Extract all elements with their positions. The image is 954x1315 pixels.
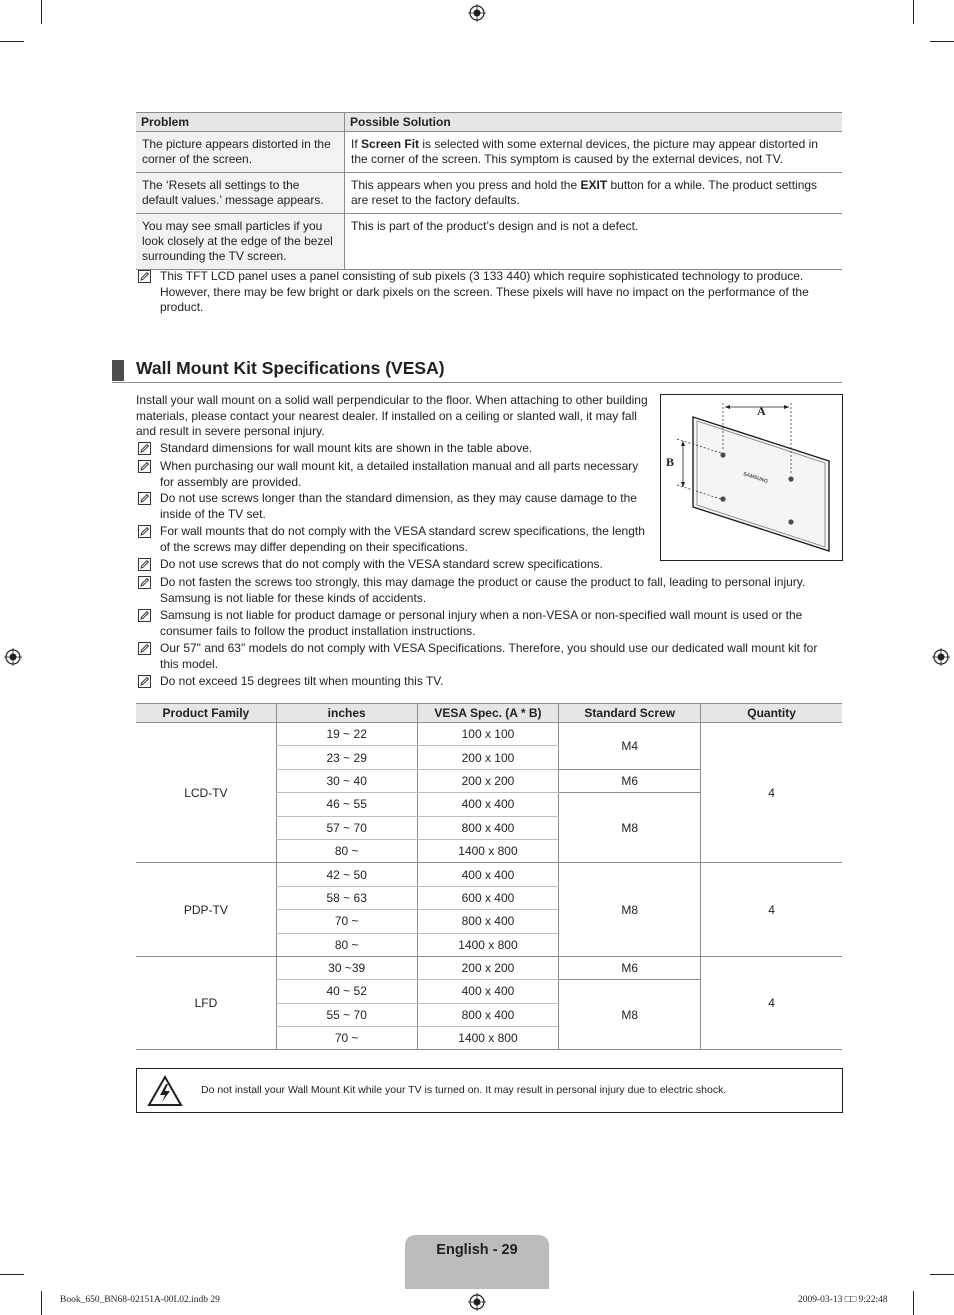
table-row xyxy=(136,723,842,746)
note-item xyxy=(138,674,828,690)
note-text: Samsung is not liable for product damage or personal injury when a non-VESA or non-specified wall mount is used or the consumer fails to follow the product installation instructions. xyxy=(160,608,803,638)
vesa-spec-cell: 200 x 200 xyxy=(417,769,559,792)
vesa-spec-cell: 800 x 400 xyxy=(417,816,559,839)
solution-header: Possible Solution xyxy=(345,113,843,132)
electric-shock-warning-icon xyxy=(147,1075,183,1107)
quantity-cell: 4 xyxy=(701,956,842,1050)
vesa-spec-table xyxy=(136,703,842,1050)
solution-text: This is part of the product’s design and is not a defect. xyxy=(351,219,639,233)
inches-cell: 23 ~ 29 xyxy=(276,746,417,769)
crop-mark xyxy=(0,41,24,42)
note-pencil-icon xyxy=(138,492,151,505)
note-pencil-icon xyxy=(138,576,151,589)
registration-mark-icon xyxy=(468,4,486,22)
header-product-family: Product Family xyxy=(136,704,276,723)
vesa-spec-cell: 600 x 400 xyxy=(417,886,559,909)
crop-mark xyxy=(930,1274,954,1275)
vesa-spec-cell: 800 x 400 xyxy=(417,1003,559,1026)
solution-bold-term: EXIT xyxy=(580,178,608,192)
wall-mount-diagram xyxy=(660,394,843,561)
vesa-spec-cell: 400 x 400 xyxy=(417,793,559,816)
note-pencil-icon xyxy=(138,460,151,473)
inches-cell: 55 ~ 70 xyxy=(276,1003,417,1026)
solution-bold-term: Screen Fit xyxy=(361,137,420,151)
solution-text: button for a while. The product settings are reset to the factory defaults. xyxy=(351,178,818,207)
solution-cell xyxy=(345,132,843,173)
note-pencil-icon xyxy=(138,642,151,655)
solution-text: If xyxy=(351,137,362,151)
inches-cell: 19 ~ 22 xyxy=(276,723,417,746)
inches-cell: 42 ~ 50 xyxy=(276,863,417,886)
inches-cell: 80 ~ xyxy=(276,933,417,956)
note-pencil-icon xyxy=(138,609,151,622)
note-item xyxy=(138,608,828,639)
solution-text: is selected with some external devices, the picture may appear distorted in the corner of the screen. This symptom is caused by the external devices, not TV. xyxy=(351,137,818,166)
diagram-label-a: A xyxy=(757,404,766,418)
product-family-cell: PDP-TV xyxy=(136,863,276,957)
inches-cell: 57 ~ 70 xyxy=(276,816,417,839)
note-pencil-icon xyxy=(138,675,151,688)
screw-cell: M6 xyxy=(559,956,701,979)
note-text: For wall mounts that do not comply with the VESA standard screw specifications, the length of the screws may differ depending on their specifications. xyxy=(160,524,645,554)
note-item xyxy=(138,524,648,555)
inches-cell: 30 ~39 xyxy=(276,956,417,979)
table-row xyxy=(136,173,842,214)
header-vesa-spec: VESA Spec. (A * B) xyxy=(417,704,559,723)
table-row xyxy=(136,863,842,886)
product-family-cell: LCD-TV xyxy=(136,723,276,863)
registration-mark-icon xyxy=(468,1293,486,1311)
screw-cell: M8 xyxy=(559,980,701,1050)
intro-paragraph: Install your wall mount on a solid wall perpendicular to the floor. When attaching to other building materials, please contact your nearest dealer. If installed on a ceiling or slanted wall, it may fall and result in severe personal injury. xyxy=(136,393,648,438)
vesa-spec-cell: 1400 x 800 xyxy=(417,839,559,862)
vesa-spec-cell: 400 x 400 xyxy=(417,980,559,1003)
inches-cell: 40 ~ 52 xyxy=(276,980,417,1003)
problem-cell: You may see small particles if you look closely at the edge of the bezel surrounding the TV screen. xyxy=(136,214,345,270)
solution-cell xyxy=(345,173,843,214)
problem-cell: The ‘Resets all settings to the default values.’ message appears. xyxy=(136,173,345,214)
diagram-label-b: B xyxy=(666,455,675,469)
note-pencil-icon xyxy=(138,558,151,571)
problem-header: Problem xyxy=(136,113,345,132)
diagram-brand-logo: SAMSUNG xyxy=(742,471,769,485)
note-text: Do not use screws longer than the standard dimension, as they may cause damage to the inside of the TV set. xyxy=(160,491,637,521)
section-title: Wall Mount Kit Specifications (VESA) xyxy=(136,358,445,378)
table-row xyxy=(136,214,842,270)
screw-cell: M6 xyxy=(559,769,701,792)
note-item xyxy=(138,459,648,490)
screw-cell: M8 xyxy=(559,863,701,957)
screw-cell: M8 xyxy=(559,793,701,863)
solution-cell xyxy=(345,214,843,270)
note-pencil-icon xyxy=(138,270,151,283)
quantity-cell: 4 xyxy=(701,723,842,863)
table-header-row xyxy=(136,704,842,723)
vesa-spec-cell: 200 x 100 xyxy=(417,746,559,769)
inches-cell: 58 ~ 63 xyxy=(276,886,417,909)
note-text: Do not use screws that do not comply with the VESA standard screw specifications. xyxy=(160,557,603,571)
note-item xyxy=(138,441,648,457)
note-text: This TFT LCD panel uses a panel consisting of sub pixels (3 133 440) which require sophisticated technology to produce. However, there may be few bright or dark pixels on the screen. These pixels will have no impact on the performance of the product. xyxy=(160,269,809,314)
crop-mark xyxy=(913,1291,914,1315)
footer-file-name: Book_650_BN68-02151A-00L02.indb 29 xyxy=(60,1295,220,1305)
note-item xyxy=(138,575,828,606)
inches-cell: 70 ~ xyxy=(276,910,417,933)
note-text: Standard dimensions for wall mount kits are shown in the table above. xyxy=(160,441,533,455)
footer-timestamp: 2009-03-13 □□ 9:22:48 xyxy=(798,1295,888,1305)
note-text: Do not exceed 15 degrees tilt when mounting this TV. xyxy=(160,674,444,688)
table-header-row xyxy=(136,113,842,132)
quantity-cell: 4 xyxy=(701,863,842,957)
crop-mark xyxy=(41,0,42,24)
inches-cell: 30 ~ 40 xyxy=(276,769,417,792)
problem-cell: The picture appears distorted in the corner of the screen. xyxy=(136,132,345,173)
crop-mark xyxy=(913,0,914,24)
note-text: When purchasing our wall mount kit, a detailed installation manual and all parts necessary for assembly are provided. xyxy=(160,459,639,489)
note-text: Do not fasten the screws too strongly, this may damage the product or cause the product to fall, leading to personal injury. Samsung is not liable for these kinds of accidents. xyxy=(160,575,806,605)
section-marker xyxy=(112,360,124,381)
page-number-tab xyxy=(405,1235,549,1289)
note-item xyxy=(138,269,828,316)
note-pencil-icon xyxy=(138,442,151,455)
note-pencil-icon xyxy=(138,525,151,538)
header-standard-screw: Standard Screw xyxy=(559,704,701,723)
vesa-spec-cell: 200 x 200 xyxy=(417,956,559,979)
registration-mark-icon xyxy=(4,648,22,666)
product-family-cell: LFD xyxy=(136,956,276,1050)
inches-cell: 46 ~ 55 xyxy=(276,793,417,816)
troubleshooting-table xyxy=(136,112,842,270)
header-inches: inches xyxy=(276,704,417,723)
registration-mark-icon xyxy=(932,648,950,666)
tv-back-illustration xyxy=(661,395,842,560)
screw-cell: M4 xyxy=(559,723,701,770)
vesa-spec-cell: 100 x 100 xyxy=(417,723,559,746)
inches-cell: 70 ~ xyxy=(276,1027,417,1050)
crop-mark xyxy=(930,41,954,42)
vesa-spec-cell: 1400 x 800 xyxy=(417,1027,559,1050)
page-number-label: English - 29 xyxy=(436,1242,518,1258)
crop-mark xyxy=(41,1291,42,1315)
header-quantity: Quantity xyxy=(701,704,842,723)
vesa-spec-cell: 1400 x 800 xyxy=(417,933,559,956)
table-row xyxy=(136,132,842,173)
vesa-spec-cell: 800 x 400 xyxy=(417,910,559,933)
crop-mark xyxy=(0,1274,24,1275)
note-item xyxy=(138,641,828,672)
table-row xyxy=(136,956,842,979)
warning-box xyxy=(136,1068,843,1113)
note-text: Our 57" and 63" models do not comply with VESA Specifications. Therefore, you should use our dedicated wall mount kit for this model. xyxy=(160,641,818,671)
section-divider xyxy=(112,382,842,383)
vesa-spec-cell: 400 x 400 xyxy=(417,863,559,886)
note-item xyxy=(138,491,648,522)
solution-text: This appears when you press and hold the xyxy=(351,178,581,192)
warning-text: Do not install your Wall Mount Kit while your TV is turned on. It may result in personal injury due to electric shock. xyxy=(201,1084,727,1096)
inches-cell: 80 ~ xyxy=(276,839,417,862)
